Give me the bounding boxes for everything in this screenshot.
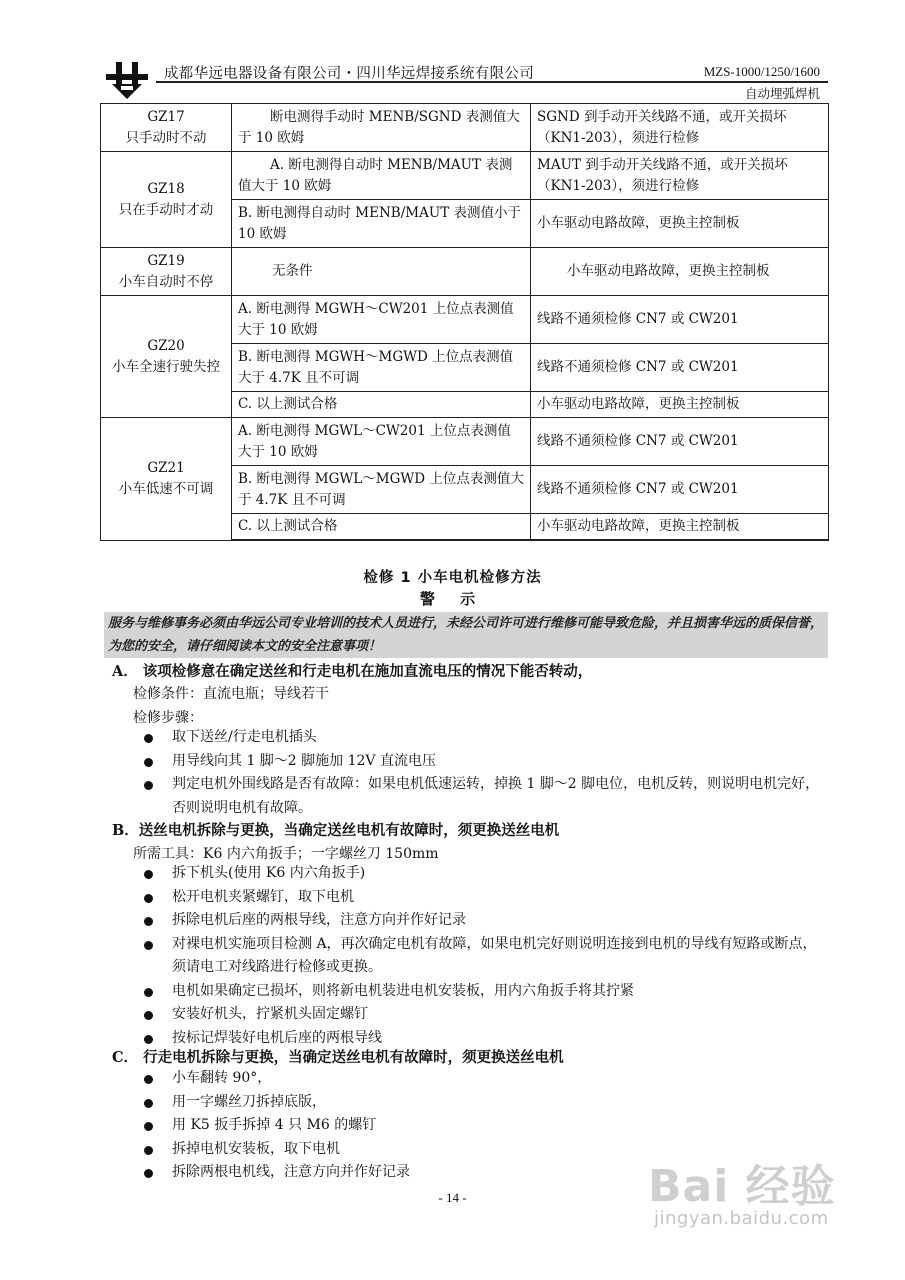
watermark-url: jingyan.baidu.com <box>654 1208 829 1229</box>
page-number: - 14 - <box>438 1190 467 1205</box>
list-item: 判定电机外围线路是否有故障：如果电机低速运转，掉换 1 脚～2 脚电位，电机反转，则说明电机完好，否则说明电机有故障。 <box>140 773 820 820</box>
part-b-tools: 所需工具：K6 内六角扳手；一字螺丝刀 150mm <box>133 846 439 862</box>
part-a-steps-label: 检修步骤： <box>133 710 203 726</box>
list-item: 取下送丝/行走电机插头 <box>140 726 820 750</box>
table-row <box>101 152 829 200</box>
result-action: 小车驱动电路故障，更换主控制板 <box>531 392 829 418</box>
test-condition: A. 断电测得 MGWH～CW201 上位点表测值大于 10 欧姆 <box>232 296 531 344</box>
fault-name: 小车全速行驶失控 <box>112 358 220 375</box>
result-action: 线路不通须检修 CN7 或 CW201 <box>531 296 829 344</box>
list-item: 对裸电机实施项目检测 A，再次确定电机有故障，如果电机完好则说明连接到电机的导线有短路或断点，须请电工对线路进行检修或更换。 <box>140 933 820 980</box>
test-condition: C. 以上测试合格 <box>232 392 531 418</box>
list-item: 拆下机头(使用 K6 内六角扳手) <box>140 862 820 886</box>
result-action: 小车驱动电路故障，更换主控制板 <box>531 200 829 248</box>
warning-title: 警 示 <box>419 590 486 608</box>
part-a-heading: A． 该项检修意在确定送丝和行走电机在施加直流电压的情况下能否转动， <box>112 663 593 680</box>
test-condition: B. 断电测得自动时 MENB/MAUT 表测值小于 10 欧姆 <box>232 200 531 248</box>
test-condition: B. 断电测得 MGWH～MGWD 上位点表测值大于 4.7K 且不可调 <box>232 344 531 392</box>
test-condition: A. 断电测得 MGWL～CW201 上位点表测值大于 10 欧姆 <box>232 418 531 466</box>
result-action: 线路不通须检修 CN7 或 CW201 <box>531 466 829 514</box>
fault-code-cell <box>101 152 232 248</box>
fault-name: 小车低速不可调 <box>118 480 214 497</box>
fault-code: GZ21 <box>147 459 185 476</box>
list-item: 电机如果确定已损坏，则将新电机装进电机安装板，用内六角扳手将其拧紧 <box>140 980 820 1004</box>
table-row <box>101 248 829 296</box>
part-b-heading: B．送丝电机拆除与更换，当确定送丝电机有故障时，须更换送丝电机 <box>112 822 560 839</box>
header-model: MZS-1000/1250/1600 <box>703 64 820 79</box>
header-rule <box>156 81 828 83</box>
fault-name: 小车自动时不停 <box>118 273 214 290</box>
list-item: 拆除两根电机线，注意方向并作好记录 <box>140 1161 820 1185</box>
table-row <box>101 104 829 152</box>
list-item: 安装好机头，拧紧机头固定螺钉 <box>140 1003 820 1027</box>
list-item: 松开电机夹紧螺钉，取下电机 <box>140 886 820 910</box>
result-action: SGND 到手动开关线路不通，或开关损坏（KN1-203），须进行检修 <box>531 104 829 152</box>
result-action: 小车驱动电路故障，更换主控制板 <box>531 514 829 541</box>
fault-name: 只在手动时才动 <box>118 201 214 218</box>
header-subtitle: 自动埋弧焊机 <box>744 86 820 101</box>
test-condition: C. 以上测试合格 <box>232 514 531 541</box>
part-a-condition: 检修条件：直流电瓶；导线若干 <box>133 686 329 702</box>
fault-code: GZ18 <box>147 180 185 197</box>
company-logo-icon <box>104 60 150 100</box>
test-condition: 断电测得手动时 MENB/SGND 表测值大于 10 欧姆 <box>232 104 531 152</box>
fault-code: GZ20 <box>147 337 185 354</box>
fault-code-cell <box>101 104 232 152</box>
part-b-list <box>140 862 820 1050</box>
fault-code: GZ17 <box>147 108 185 125</box>
page-header <box>100 56 828 106</box>
list-item: 拆掉电机安装板，取下电机 <box>140 1138 820 1162</box>
part-a-list <box>140 726 820 820</box>
safety-notice: 服务与维修事务必须由华远公司专业培训的技术人员进行，未经公司许可进行维修可能导致危险，并且损害华远的质保信誉，为您的安全，请仔细阅读本文的安全注意事项！ <box>104 612 828 658</box>
result-action: 线路不通须检修 CN7 或 CW201 <box>531 418 829 466</box>
table-row <box>101 296 829 344</box>
fault-code-cell <box>101 418 232 541</box>
result-action: 小车驱动电路故障，更换主控制板 <box>531 248 829 296</box>
result-action: MAUT 到手动开关线路不通，或开关损坏（KN1-203），须进行检修 <box>531 152 829 200</box>
watermark <box>648 1150 898 1240</box>
fault-code-cell <box>101 248 232 296</box>
list-item: 用导线向其 1 脚～2 脚施加 12V 直流电压 <box>140 750 820 774</box>
header-company: 成都华远电器设备有限公司・四川华远焊接系统有限公司 <box>164 66 534 82</box>
list-item: 按标记焊装好电机后座的两根导线 <box>140 1027 820 1051</box>
list-item: 用一字螺丝刀拆掉底版， <box>140 1091 820 1115</box>
fault-table <box>100 103 829 541</box>
watermark-brand: Bai 经验 <box>648 1161 836 1212</box>
result-action: 线路不通须检修 CN7 或 CW201 <box>531 344 829 392</box>
list-item: 用 K5 扳手拆掉 4 只 M6 的螺钉 <box>140 1114 820 1138</box>
test-condition: 无条件 <box>232 248 531 296</box>
list-item: 小车翻转 90°， <box>140 1067 820 1091</box>
section-title: 检修 1 小车电机检修方法 <box>363 570 542 586</box>
fault-name: 只手动时不动 <box>125 129 207 146</box>
part-c-heading: C． 行走电机拆除与更换，当确定送丝电机有故障时，须更换送丝电机 <box>112 1049 564 1066</box>
list-item: 拆除电机后座的两根导线，注意方向并作好记录 <box>140 909 820 933</box>
test-condition: B. 断电测得 MGWL～MGWD 上位点表测值大于 4.7K 且不可调 <box>232 466 531 514</box>
table-row <box>101 418 829 466</box>
fault-code: GZ19 <box>147 252 185 269</box>
test-condition: A. 断电测得自动时 MENB/MAUT 表测值大于 10 欧姆 <box>232 152 531 200</box>
fault-code-cell <box>101 296 232 418</box>
